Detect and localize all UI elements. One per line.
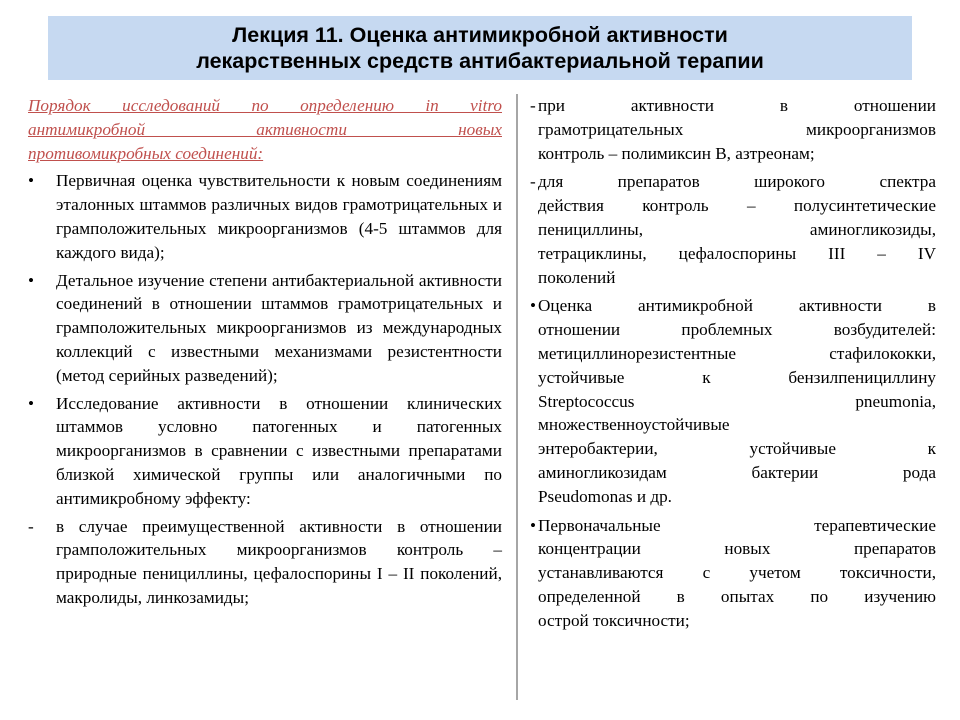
- list-item-text: Исследование активности в отношении клинических штаммов условно патогенных и патогенных микроорганизмов в сравнении с известными препаратами близкой химической группы или аналогичными по антимикробному эффекту:: [56, 393, 502, 508]
- left-column: [28, 94, 502, 614]
- bullet-marker: •: [530, 296, 537, 316]
- list-item-line: пенициллины, аминогликозиды,: [538, 219, 936, 239]
- list-item-line: аминогликозидам бактерии рода: [538, 462, 936, 482]
- dash-marker: -: [28, 516, 34, 536]
- list-item: [530, 294, 936, 508]
- list-item: [28, 269, 502, 388]
- bullet-marker: •: [28, 393, 35, 413]
- intro-heading: [28, 94, 502, 165]
- list-item-line: энтеробактерии, устойчивые к: [538, 439, 936, 459]
- list-item-line: грамотрицательных микроорганизмов: [538, 119, 936, 139]
- intro-line: противомикробных соединений:: [28, 143, 264, 163]
- list-item-text: в случае преимущественной активности в отношении грамположительных микроорганизмов контроль – природные пенициллины, цефалоспорины I – II поколений, макролиды, линкозамиды;: [56, 516, 502, 607]
- list-item-line: устойчивые к бензилпенициллину: [538, 367, 936, 387]
- list-item-line: Pseudomonas и др.: [538, 486, 672, 506]
- list-item-line: действия контроль – полусинтетические: [538, 196, 936, 216]
- list-item-line: метициллинорезистентные стафилококки,: [538, 343, 936, 363]
- list-item-line: устанавливаются с учетом токсичности,: [538, 563, 936, 583]
- list-item-line: при активности в отношении: [538, 96, 936, 115]
- title-line-1: Лекция 11. Оценка антимикробной активности: [232, 23, 728, 47]
- list-item-line: определенной в опытах по изучению: [538, 586, 936, 606]
- list-item: [28, 515, 502, 610]
- dash-marker: -: [530, 172, 536, 192]
- intro-line: Порядок исследований по определению in vitro: [28, 96, 502, 115]
- bullet-marker: •: [530, 515, 537, 535]
- list-item-line: контроль – полимиксин В, азтреонам;: [538, 143, 815, 163]
- list-item: [28, 392, 502, 511]
- intro-line: антимикробной активности новых: [28, 119, 502, 139]
- list-item-line: острой токсичности;: [538, 610, 690, 630]
- list-item: [530, 170, 936, 289]
- slide-title: [48, 16, 912, 80]
- list-item-text: Первичная оценка чувствительности к новым соединениям эталонных штаммов различных видов грамотрицательных и грамположительных микроорганизмов (4-5 штаммов для каждого вида);: [56, 171, 502, 262]
- list-item-line: отношении проблемных возбудителей:: [538, 320, 936, 340]
- bullet-marker: •: [28, 171, 35, 191]
- list-item-line: Первоначальные терапевтические: [538, 515, 936, 535]
- list-item-line: множественноустойчивые: [538, 415, 730, 435]
- list-item-line: для препаратов широкого спектра: [538, 172, 936, 192]
- dash-marker: -: [530, 96, 536, 115]
- column-divider: [516, 94, 518, 700]
- title-line-2: лекарственных средств антибактериальной терапии: [196, 49, 764, 73]
- list-item-text: Детальное изучение степени антибактериальной активности соединений в отношении штаммов грамотрицательных и грамположительных микроорганизмов из международных коллекций с известными механизмами резистентности (метод серийных разведений);: [56, 270, 502, 385]
- list-item-line: поколений: [538, 267, 616, 287]
- list-item-line: Streptococcus pneumonia,: [538, 391, 936, 411]
- list-item: [28, 169, 502, 264]
- list-item: [530, 94, 936, 165]
- list-item-line: тетрациклины, цефалоспорины III – IV: [538, 243, 936, 263]
- list-item-line: концентрации новых препаратов: [538, 539, 936, 559]
- list-item: [530, 514, 936, 633]
- list-item-line: Оценка антимикробной активности в: [538, 296, 936, 316]
- bullet-marker: •: [28, 270, 35, 290]
- right-column: [530, 94, 936, 638]
